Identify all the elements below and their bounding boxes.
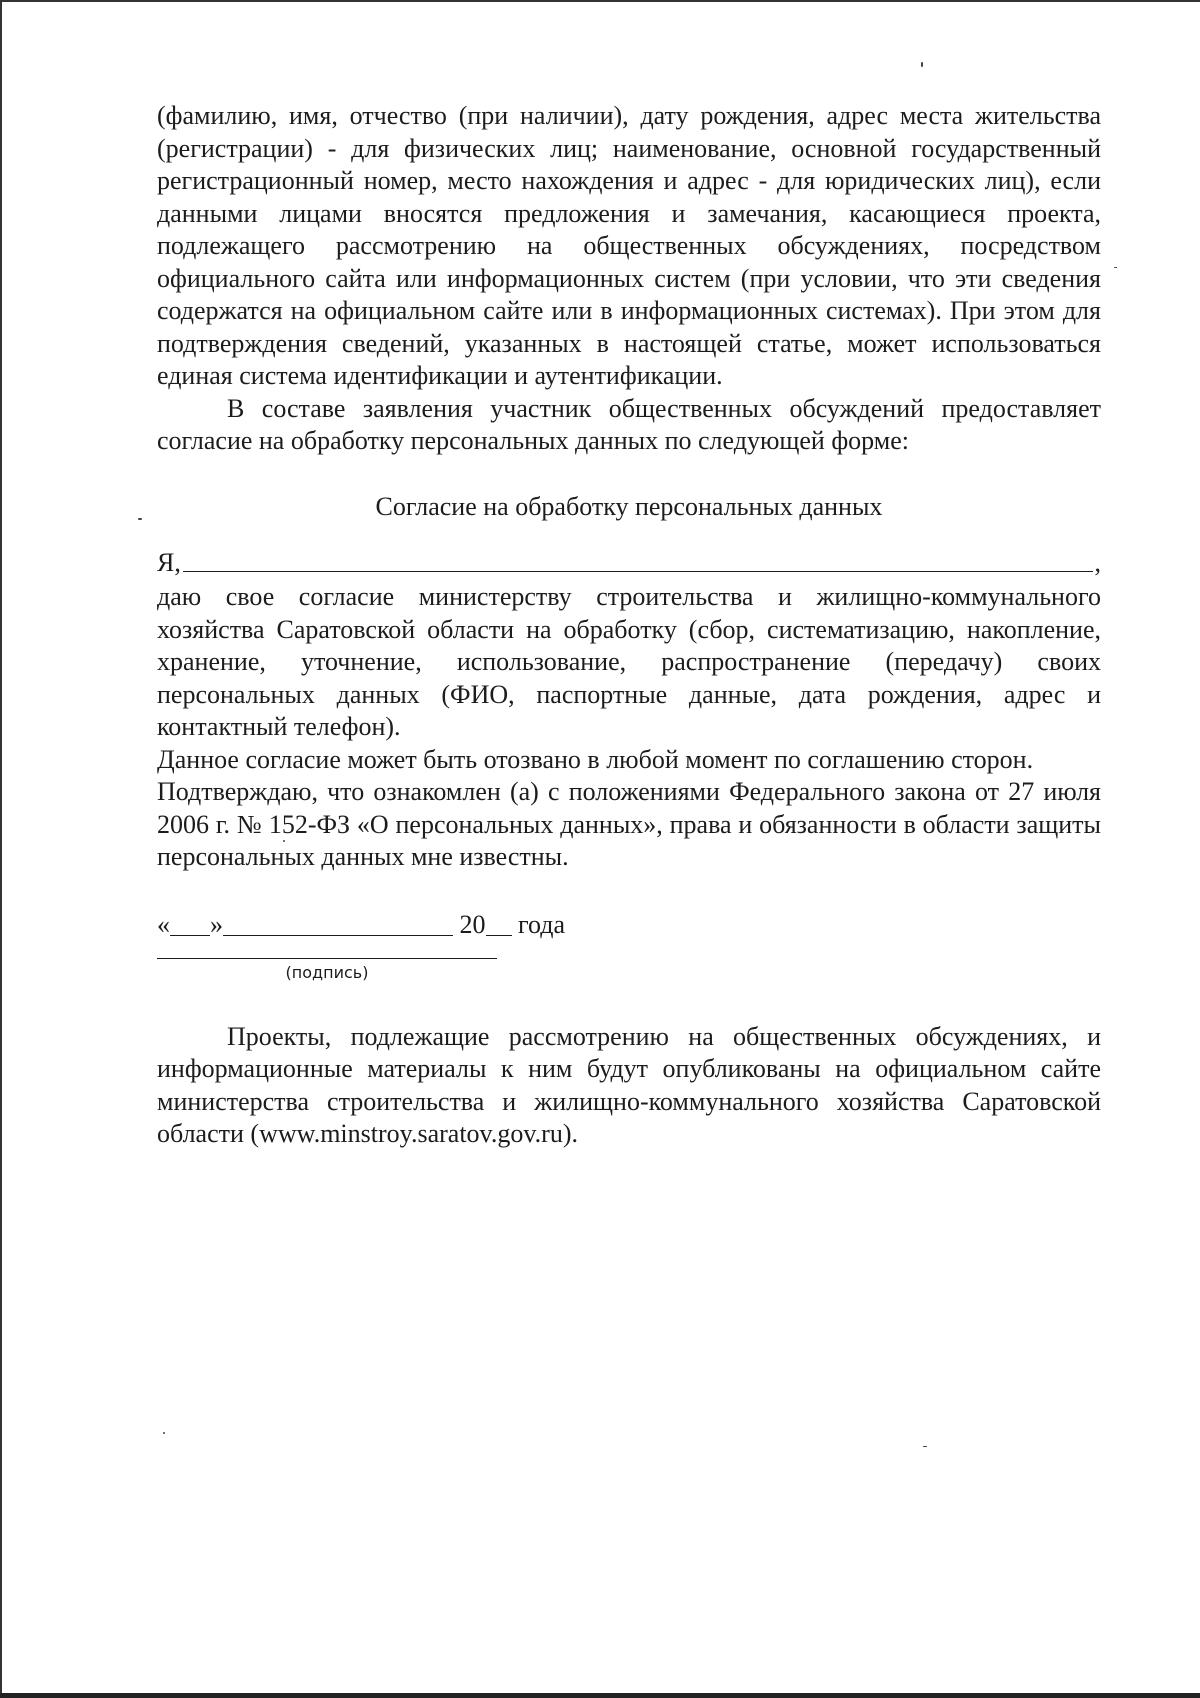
name-blank-field	[183, 547, 1093, 572]
revocation-text: Данное согласие может быть отозвано в любой момент по соглашению сторон.	[157, 744, 1034, 774]
consent-text: даю свое согласие министерству строительства и жилищно-коммунального хозяйства Саратовской области на обработку (сбор, систематизацию, накопление, хранение, уточнение, использование, распространение (передачу) своих персональных данных (ФИО, паспортные данные, дата рождения, адрес и контактный телефон).	[157, 582, 1101, 741]
signature-line	[157, 956, 497, 959]
day-blank-field	[170, 913, 210, 936]
scan-speck	[138, 518, 142, 520]
year-prefix: 20	[459, 910, 486, 939]
name-fill-line	[157, 543, 1101, 579]
scan-speck	[921, 62, 923, 67]
year-blank-field	[486, 913, 512, 936]
paragraph-personal-info: (фамилию, имя, отчество (при наличии), дату рождения, адрес места жительства (регистрации) - для физических лиц; наименование, основной государственный регистрационный номер, место нахождения и адрес - для юридических лиц), если данными лицами вносятся предложения и замечания, касающиеся проекта, подлежащего рассмотрению на общественных обсуждениях, посредством официального сайта или информационных систем (при условии, что эти сведения содержатся на официальном сайте или в информационных системах). При этом для подтверждения сведений, указанных в настоящей статье, может использоваться единая система идентификации и аутентификации.	[157, 101, 1101, 390]
confirmation-text: Подтверждаю, что ознакомлен (а) с положениями Федерального закона от 27 июля 2006 г. № 152-ФЗ «О персональных данных», права и обязанности в области защиты персональных данных мне известны.	[157, 777, 1101, 871]
consent-form-title: Согласие на обработку персональных данных	[375, 491, 883, 521]
date-close-quote: »	[210, 910, 223, 939]
name-suffix: ,	[1094, 547, 1101, 577]
date-line	[157, 906, 1101, 942]
scan-speck	[1114, 267, 1117, 268]
name-prefix: Я,	[157, 547, 181, 577]
month-blank-field	[223, 913, 453, 936]
scan-speck	[163, 1432, 165, 1434]
scan-border-bottom	[0, 1693, 1200, 1698]
document-body	[157, 100, 1101, 1151]
projects-publication-text: Проекты, подлежащие рассмотрению на общественных обсуждениях, и информационные материалы к ним будут опубликованы на официальном сайте министерства строительства и жилищно-коммунального хозяйства Саратовской области (www.minstroy.saratov.gov.ru).	[157, 1021, 1101, 1148]
date-open-quote: «	[157, 910, 170, 939]
scan-border-left	[0, 0, 2, 1698]
signature-block	[157, 956, 497, 985]
year-suffix: года	[518, 910, 566, 939]
scan-speck	[923, 1446, 927, 1447]
paragraph-consent-requirement: В составе заявления участник общественных обсуждений предоставляет согласие на обработку персональных данных по следующей форме:	[157, 393, 1101, 455]
scan-border-top	[0, 0, 1200, 2]
signature-caption: (подпись)	[285, 962, 369, 982]
